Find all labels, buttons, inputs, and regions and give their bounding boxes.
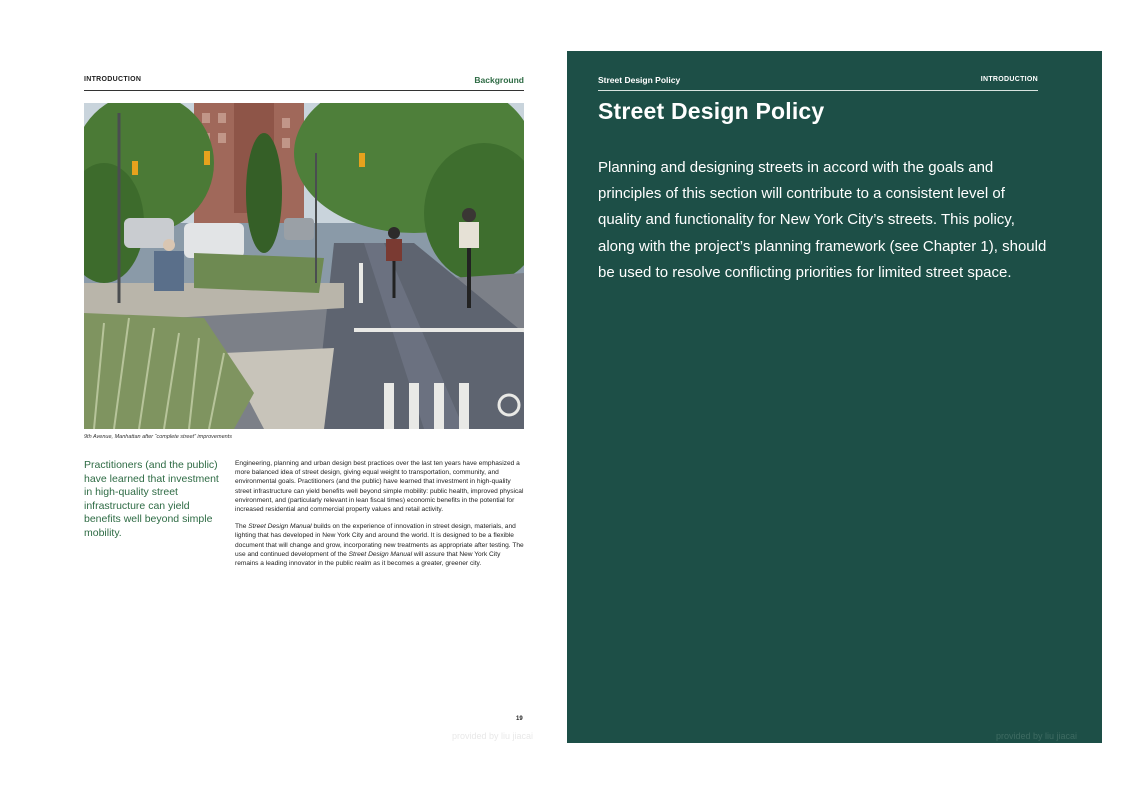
page-heading: Street Design Policy: [598, 98, 825, 124]
page-number: 19: [516, 716, 523, 722]
street-photo-illustration: [84, 103, 524, 429]
photo-caption: 9th Avenue, Manhattan after “complete street” improvements: [84, 434, 232, 440]
running-title: Street Design Policy: [598, 75, 681, 85]
header-rule: [84, 90, 524, 91]
street-photo: [84, 103, 524, 429]
paragraph-2: The Street Design Manual builds on the experience of innovation in street design, materials, and lighting that has developed in New York City and around the world. It is designed to be a flexible document that will change and grow, incorporating new treatments as appropriate after testing. The use and continued development of the Street Design Manual will assure that New York City remains a leading innovator in the public realm as it becomes a greater, greener city.: [235, 523, 524, 568]
policy-statement: Planning and designing streets in accord with the goals and principles of this section will contribute to a consistent level of quality and functionality for New York City’s streets. This policy, along with the project’s planning framework (see Chapter 1), should be used to resolve conflicting priorities for limited street space.: [598, 159, 1047, 281]
header-rule: [598, 90, 1038, 91]
right-page: [567, 51, 1102, 743]
manual-title: Street Design Manual: [248, 523, 312, 531]
pullquote: Practitioners (and the public) have learned that investment in high-quality street infrastructure can yield benefits well beyond simple mobility.: [84, 459, 219, 539]
watermark: provided by liu jiacai: [452, 731, 534, 741]
watermark: provided by liu jiacai: [996, 731, 1078, 741]
body-text: [235, 459, 524, 576]
manual-title: Street Design Manual: [348, 550, 413, 558]
section-label: INTRODUCTION: [980, 76, 1038, 83]
paragraph-1: Engineering, planning and urban design best practices over the last ten years have emphasized a more balanced idea of street design, giving equal weight to transportation, community, and environmental goals. Practitioners (and the public) have learned that investment in high-quality street infrastructure can yield benefits well beyond simple mobility: public health, improved physical environment, and (particularly relevant in lean fiscal times) economic benefits in the potential for increased residential and commercial property values and retail activity.: [235, 460, 524, 514]
chapter-label: Background: [474, 75, 524, 85]
section-label: INTRODUCTION: [84, 76, 142, 83]
